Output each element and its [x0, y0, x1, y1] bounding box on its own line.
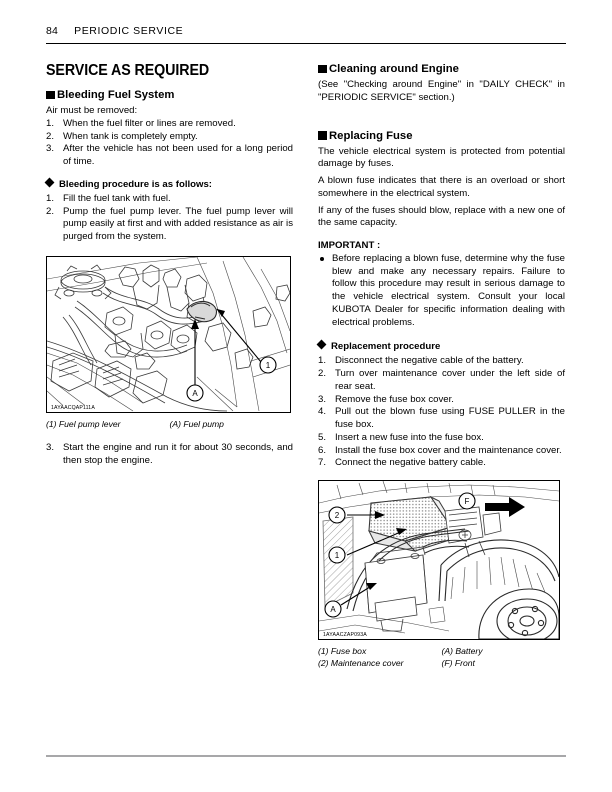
legend-item: (2) Maintenance cover — [318, 658, 404, 669]
bleeding-intro-text: Air must be removed: — [46, 105, 138, 117]
section-heading-label: Bleeding Fuel System — [57, 89, 175, 102]
header-section-title: PERIODIC SERVICE — [74, 25, 184, 37]
figure-fuse-box-legend — [318, 645, 565, 669]
right-column — [318, 62, 565, 670]
list-item: 1. When the fuel filter or lines are removed. — [46, 117, 236, 129]
list-item: 6. Install the fuse box cover and the maintenance cover. — [318, 444, 562, 456]
bleeding-procedure-list — [46, 193, 293, 244]
figure-fuel-pump-legend — [46, 418, 293, 430]
page-title: SERVICE AS REQUIRED — [46, 62, 210, 79]
legend-item: (1) Fuse box — [318, 646, 367, 657]
section-heading-label: Replacing Fuse — [329, 129, 413, 142]
round-bullet-icon — [320, 257, 324, 261]
list-item: 2. Turn over maintenance cover under the left side of rear seat. — [318, 368, 565, 392]
list-item: 7. Connect the negative battery cable. — [318, 457, 486, 469]
square-bullet-icon — [318, 65, 327, 74]
cleaning-around-engine-text: (See "Checking around Engine" in "DAILY CHECK" in "PERIODIC SERVICE" section.) — [318, 79, 565, 103]
page-header — [46, 25, 566, 37]
figure-id: 1AYAACQAP111A — [51, 404, 95, 411]
replacing-fuse-paragraph-2: A blown fuse indicates that there is an overload or short somewhere in the electrical system. — [318, 175, 565, 199]
list-item: 3. Remove the fuse box cover. — [318, 393, 454, 405]
section-heading-label: Cleaning around Engine — [329, 63, 459, 75]
square-bullet-icon — [318, 131, 327, 140]
svg-text:F: F — [464, 497, 470, 507]
list-item: 4. Pull out the blown fuse using FUSE PULLER in the fuse box. — [318, 406, 565, 431]
figure-fuse-box-illustration — [319, 481, 559, 639]
svg-text:A: A — [330, 605, 336, 615]
svg-text:1: 1 — [334, 551, 340, 561]
diamond-bullet-icon — [45, 177, 55, 187]
section-heading-bleeding-fuel-system — [46, 88, 293, 102]
bleeding-conditions-list — [46, 118, 293, 169]
subheading-bleeding-procedure — [46, 179, 293, 192]
section-heading-replacing-fuse — [318, 129, 565, 143]
figure-fuse-box — [318, 480, 560, 640]
important-notes-list — [318, 253, 565, 330]
square-bullet-icon — [46, 91, 55, 100]
legend-item: (1) Fuel pump lever — [46, 418, 121, 429]
list-item: 3. Start the engine and run it for about 30 seconds, and then stop the engine. — [46, 442, 293, 466]
subheading-label: Replacement procedure — [331, 341, 441, 353]
svg-text:2: 2 — [334, 511, 340, 521]
svg-text:A: A — [192, 388, 198, 398]
list-item: 2. Pump the fuel pump lever. The fuel pump lever will pump easily at first and with added resistance as air is purged from the system. — [46, 205, 293, 243]
list-item: 1. Disconnect the negative cable of the battery. — [318, 355, 524, 367]
figure-id: 1AYAACZAP093A — [323, 631, 367, 638]
subheading-replacement-procedure — [318, 341, 565, 354]
list-item: 2. When tank is completely empty. — [46, 130, 198, 142]
replacing-fuse-paragraph-3: If any of the fuses should blow, replace with a new one of the same capacity. — [318, 204, 565, 229]
important-label: IMPORTANT : — [318, 240, 381, 252]
section-heading-cleaning-around-engine — [318, 62, 565, 76]
figure-fuel-pump — [46, 256, 291, 413]
list-item: 5. Insert a new fuse into the fuse box. — [318, 431, 484, 443]
diamond-bullet-icon — [317, 340, 327, 350]
figure-fuel-pump-illustration — [47, 257, 290, 412]
legend-item: (A) Battery — [441, 646, 483, 657]
left-column — [46, 62, 293, 468]
list-item: Before replacing a blown fuse, determine why the fuse blew and make any necessary repairs. Failure to follow this procedure may result in serious damage to the vehicle electrical system. Consult your local KUBOTA Dealer for specific information dealing with electrical problems. — [318, 253, 565, 330]
replacing-fuse-paragraph-1: The vehicle electrical system is protected from potential damage by fuses. — [318, 145, 565, 170]
svg-text:1: 1 — [265, 360, 271, 370]
header-divider — [46, 43, 566, 44]
bleeding-procedure-continued — [46, 442, 293, 468]
legend-item: (A) Fuel pump — [169, 418, 224, 429]
subheading-label: Bleeding procedure is as follows: — [59, 178, 212, 190]
list-item: 1. Fill the fuel tank with fuel. — [46, 192, 171, 204]
replacement-procedure-list — [318, 355, 565, 470]
list-item: 3. After the vehicle has not been used for a long period of time. — [46, 143, 293, 168]
page-number: 84 — [46, 25, 59, 37]
footer-divider — [46, 755, 566, 757]
legend-item: (F) Front — [441, 658, 475, 669]
